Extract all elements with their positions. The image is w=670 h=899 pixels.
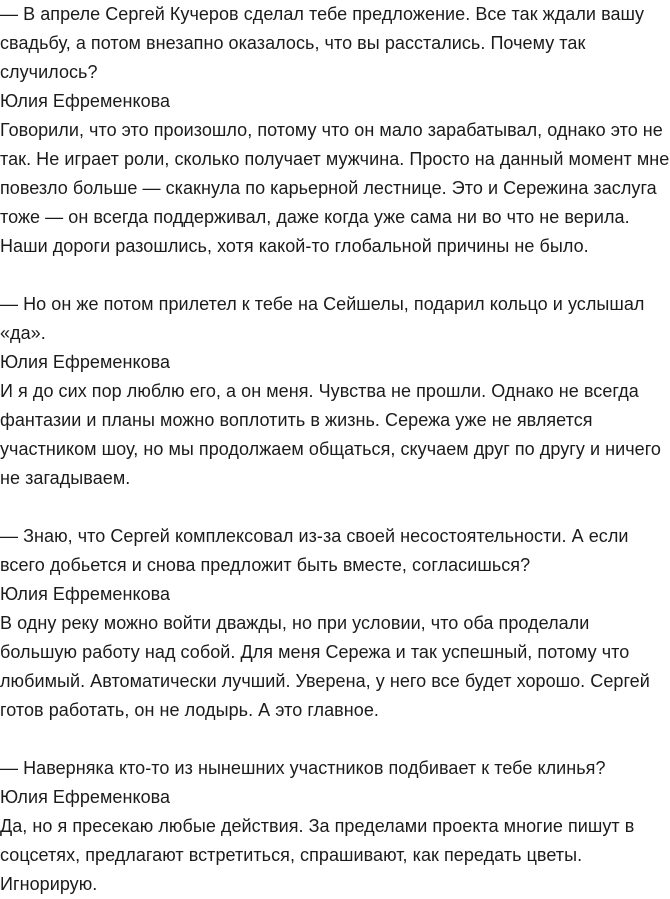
interview-answer: И я до сих пор люблю его, а он меня. Чувства не прошли. Однако не всегда фантазии и планы можно воплотить в жизнь. Сережа уже не является участником шоу, но мы продолжаем общаться, скучаем друг по другу и ничего не загадываем.	[0, 381, 661, 488]
interview-answer: Говорили, что это произошло, потому что он мало зарабатывал, однако это не так. Не играет роли, сколько получает мужчина. Просто на данный момент мне повезло больше — скакнула по карьерной лестнице. Это и Сережина заслуга тоже — он всегда поддерживал, даже когда уже сама ни во что не верила. Наши дороги разошлись, хотя какой-то глобальной причины не было.	[0, 120, 670, 256]
speaker-name: Юлия Ефременкова	[0, 787, 171, 807]
interview-question: — Но он же потом прилетел к тебе на Сейшелы, подарил кольцо и услышал «да».	[0, 294, 645, 343]
speaker-name: Юлия Ефременкова	[0, 352, 171, 372]
speaker-name: Юлия Ефременкова	[0, 91, 171, 111]
qa-block	[0, 754, 670, 899]
interview-answer: В одну реку можно войти дважды, но при условии, что оба проделали большую работу над собой. Для меня Сережа и так успешный, потому что любимый. Автоматически лучший. Уверена, у него все будет хорошо. Сергей готов работать, он не лодырь. А это главное.	[0, 613, 650, 720]
qa-block	[0, 290, 670, 493]
qa-block	[0, 522, 670, 725]
interview-question: — Наверняка кто-то из нынешних участников подбивает к тебе клинья?	[0, 758, 606, 778]
interview-question: — В апреле Сергей Кучеров сделал тебе предложение. Все так ждали вашу свадьбу, а потом внезапно оказалось, что вы расстались. Почему так случилось?	[0, 4, 645, 82]
interview-question: — Знаю, что Сергей комплексовал из-за своей несостоятельности. А если всего добьется и снова предложит быть вместе, согласишься?	[0, 526, 629, 575]
speaker-name: Юлия Ефременкова	[0, 584, 171, 604]
interview-answer: Да, но я пресекаю любые действия. За пределами проекта многие пишут в соцсетях, предлагают встретиться, спрашивают, как передать цветы. Игнорирую.	[0, 816, 635, 894]
qa-block	[0, 0, 670, 261]
